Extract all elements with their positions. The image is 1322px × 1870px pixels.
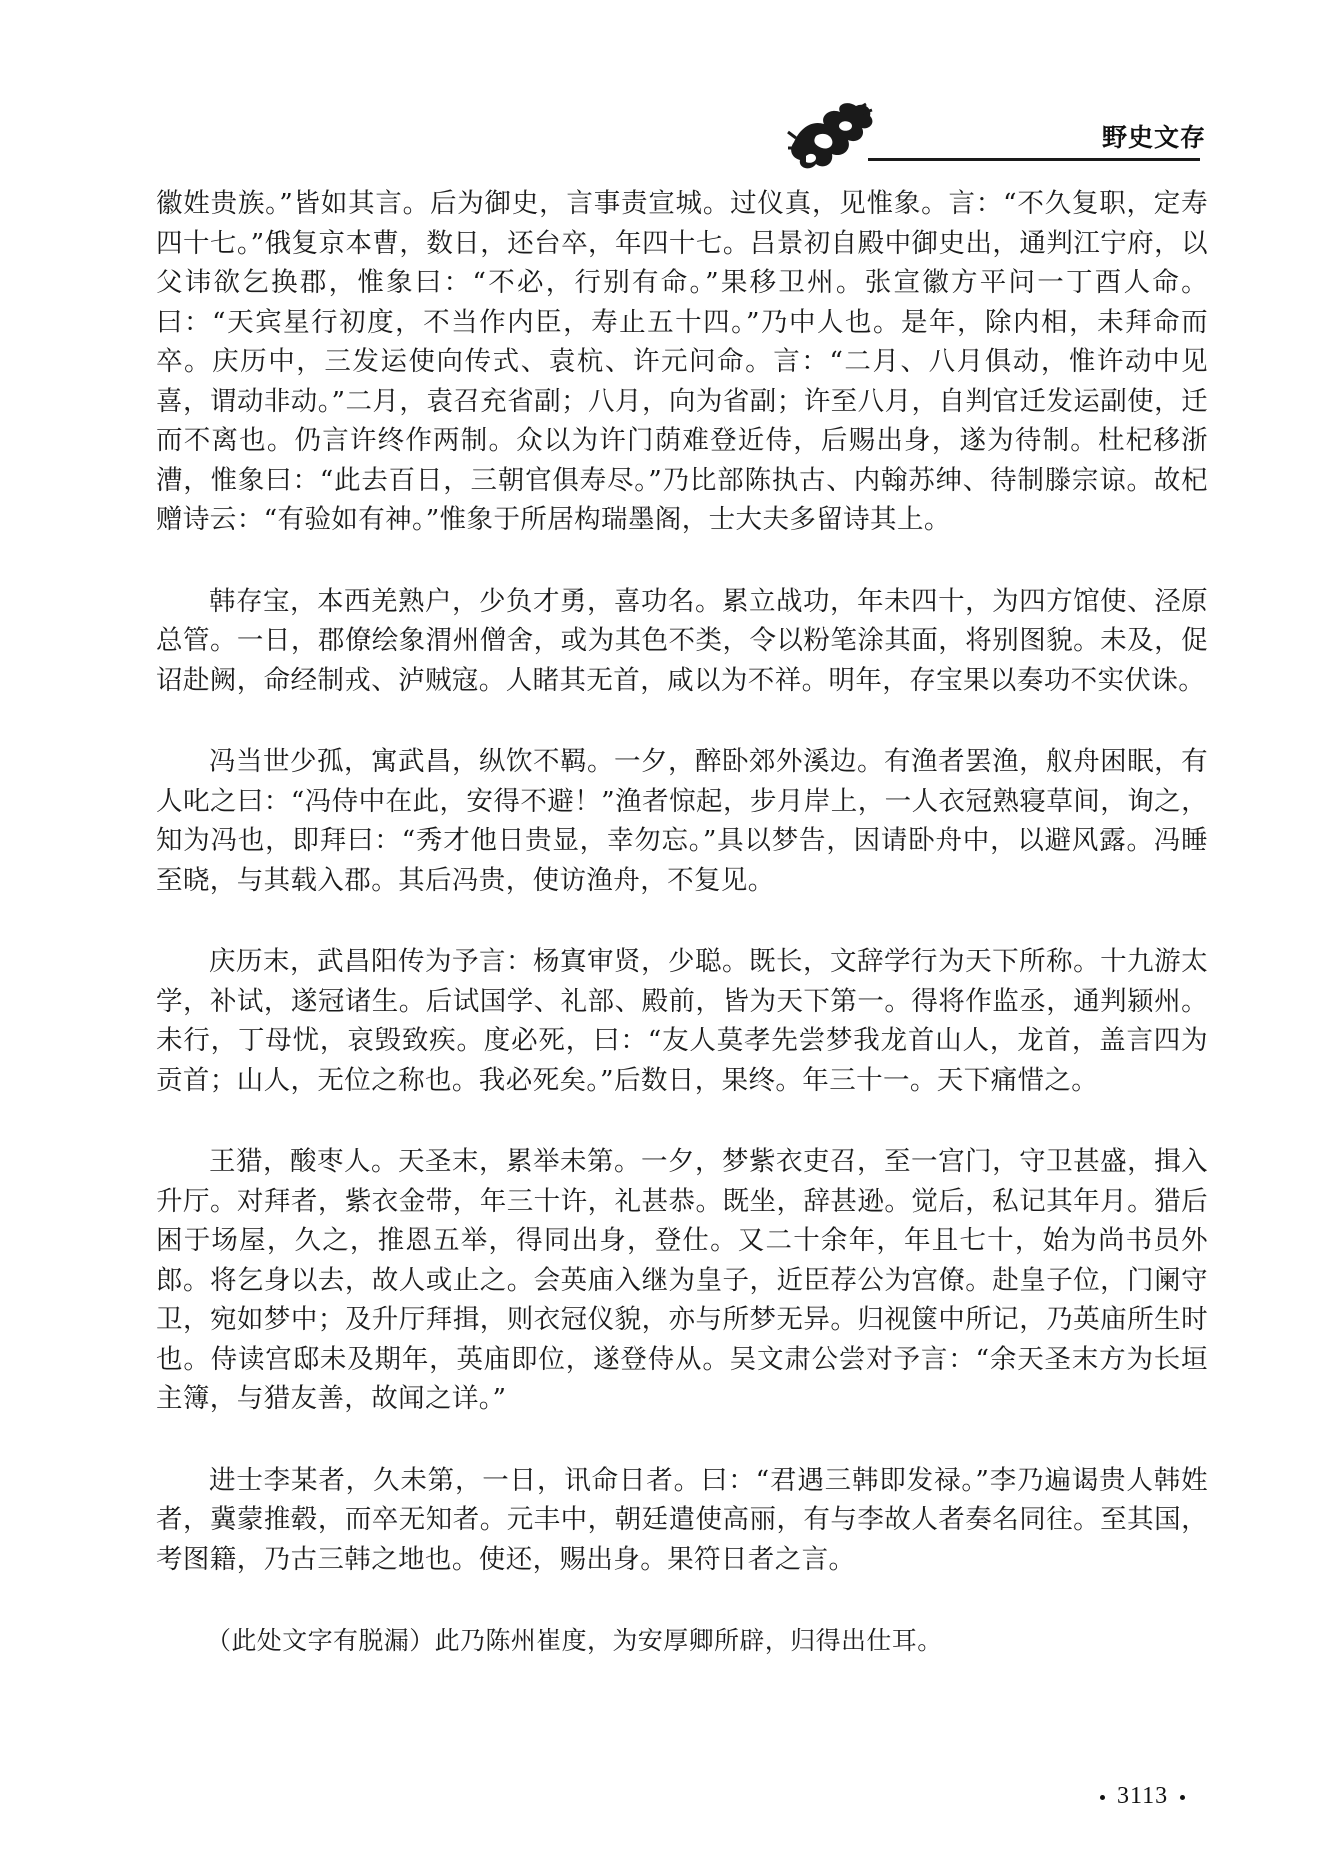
page-header — [786, 98, 1206, 178]
paragraph-continued: 徽姓贵族。”皆如其言。后为御史，言事责宣城。过仪真，见惟象。言：“不久复职，定寿四十七。”俄复京本曹，数日，还台卒，年四十七。吕景初自殿中御史出，通判江宁府，以父讳欲乞换郡，惟象曰：“不必，行别有命。”果移卫州。张宣徽方平问一丁酉人命。曰：“天宾星行初度，不当作内臣，寿止五十四。”乃中人也。是年，除内相，未拜命而卒。庆历中，三发运使向传式、袁杭、许元问命。言：“二月、八月俱动，惟许动中见喜，谓动非动。”二月，袁召充省副；八月，向为省副；许至八月，自判官迁发运副使，迁而不离也。仍言许终作两制。众以为许门荫难登近侍，后赐出身，遂为待制。杜杞移浙漕，惟象曰：“此去百日，三朝官俱寿尽。”乃比部陈执古、内翰苏绅、待制滕宗谅。故杞赠诗云：“有验如有神。”惟象于所居构瑞墨阁，士大夫多留诗其上。 — [156, 188, 1208, 535]
page-number — [1088, 1783, 1197, 1810]
page-number-value: 3113 — [1117, 1783, 1169, 1809]
page-number-dot-right — [1180, 1795, 1185, 1800]
paragraph-yang-zhi: 庆历末，武昌阳传为予言：杨寘审贤，少聪。既长，文辞学行为天下所称。十九游太学，补试，遂冠诸生。后试国学、礼部、殿前，皆为天下第一。得将作监丞，通判颍州。未行，丁母忧，哀毁致疾。度必死，曰：“友人莫孝先尝梦我龙首山人，龙首，盖言四为贡首；山人，无位之称也。我必死矣。”后数日，果终。年三十一。天下痛惜之。 — [156, 946, 1208, 1096]
paragraph-wang-lie: 王猎，酸枣人。天圣末，累举未第。一夕，梦紫衣吏召，至一宫门，守卫甚盛，揖入升厅。对拜者，紫衣金带，年三十许，礼甚恭。既坐，辞甚逊。觉后，私记其年月。猎后困于场屋，久之，推恩五举，得同出身，登仕。又二十余年，年且七十，始为尚书员外郎。将乞身以去，故人或止之。会英庙入继为皇子，近臣荐公为宫僚。赴皇子位，门阑守卫，宛如梦中；及升厅拜揖，则衣冠仪貌，亦与所梦无异。归视箧中所记，乃英庙所生时也。侍读宫邸未及期年，英庙即位，遂登侍从。吴文肃公尝对予言：“余天圣末方为长垣主簿，与猎友善，故闻之详。” — [156, 1146, 1208, 1414]
paragraph-li-jinshi: 进士李某者，久未第，一日，讯命日者。曰：“君遇三韩即发禄。”李乃遍谒贵人韩姓者，冀蒙推毂，而卒无知者。元丰中，朝廷遣使高丽，有与李故人者奏名同往。至其国，考图籍，乃古三韩之地也。使还，赐出身。果符日者之言。 — [156, 1464, 1208, 1575]
running-header-title: 野史文存 — [1101, 123, 1206, 152]
page-number-dot-left — [1100, 1795, 1105, 1800]
header-rule — [868, 158, 1200, 161]
paragraph-han-cunbao: 韩存宝，本西羌熟户，少负才勇，喜功名。累立战功，年未四十，为四方馆使、泾原总管。一日，郡僚绘象渭州僧舍，或为其色不类，令以粉笔涂其面，将别图貌。未及，促诏赴阙，命经制戎、泸贼寇。人睹其无首，咸以为不祥。明年，存宝果以奏功不实伏诛。 — [156, 585, 1208, 696]
paragraph-feng-dangshi: 冯当世少孤，寓武昌，纵饮不羁。一夕，醉卧郊外溪边。有渔者罢渔，舣舟困眠，有人叱之曰：“冯侍中在此，安得不避！”渔者惊起，步月岸上，一人衣冠熟寝草间，询之，知为冯也，即拜曰：“秀才他日贵显，幸勿忘。”具以梦告，因请卧舟中，以避风露。冯睡至晓，与其载入郡。其后冯贵，使访渔舟，不复见。 — [156, 746, 1208, 896]
paragraph-lacuna-note — [156, 1621, 1208, 1661]
body-text — [156, 184, 1208, 1703]
lacuna-note-bracket: （此处文字有脱漏） — [206, 1626, 435, 1655]
lacuna-note-text: 此乃陈州崔度，为安厚卿所辟，归得出仕耳。 — [434, 1626, 943, 1655]
dragon-emblem-icon — [786, 98, 876, 178]
